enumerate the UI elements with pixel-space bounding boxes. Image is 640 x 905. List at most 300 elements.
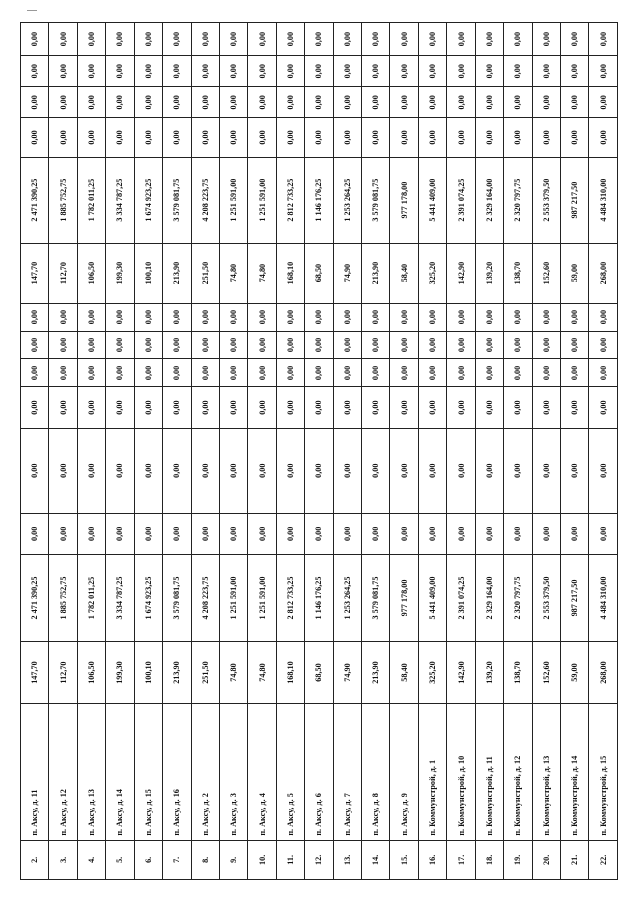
value-cell: 0,00 [362, 118, 390, 157]
row-number: 14. [362, 840, 390, 879]
value-cell: 0,00 [219, 387, 247, 428]
value-cell: 0,00 [276, 87, 304, 118]
value-cell: 0,00 [106, 56, 134, 87]
row-number: 22. [589, 840, 618, 879]
value-cell: 0,00 [77, 87, 105, 118]
value-cell: 0,00 [447, 387, 475, 428]
value-cell: 0,00 [362, 87, 390, 118]
value-cell: 0,00 [475, 331, 503, 359]
area-cell: 59,00 [561, 641, 589, 703]
table-row [134, 23, 162, 880]
value-cell: 0,00 [418, 387, 446, 428]
value-cell: 0,00 [106, 331, 134, 359]
value-cell: 0,00 [49, 303, 77, 331]
row-number: 12. [305, 840, 333, 879]
value-cell: 0,00 [362, 331, 390, 359]
total-cost-cell: 4 484 310,00 [589, 157, 618, 243]
total-cost-cell: 2 471 390,25 [21, 555, 49, 642]
value-cell: 0,00 [333, 513, 361, 554]
area-cell: 142,90 [447, 641, 475, 703]
row-number: 20. [532, 840, 560, 879]
table-row [21, 23, 49, 880]
area-cell: 74,80 [248, 641, 276, 703]
value-cell: 0,00 [191, 331, 219, 359]
table-row [362, 23, 390, 880]
value-cell: 0,00 [532, 428, 560, 513]
value-cell: 0,00 [305, 428, 333, 513]
value-cell: 0,00 [219, 118, 247, 157]
value-cell: 0,00 [561, 387, 589, 428]
row-number: 13. [333, 840, 361, 879]
area-cell: 147,70 [21, 243, 49, 303]
address-cell: п. Аксу, д. 8 [362, 704, 390, 841]
total-cost-cell: 1 253 264,25 [333, 157, 361, 243]
area-cell: 152,60 [532, 243, 560, 303]
total-cost-cell: 3 579 081,75 [163, 157, 191, 243]
total-cost-cell: 1 782 011,25 [77, 157, 105, 243]
value-cell: 0,00 [589, 428, 618, 513]
value-cell: 0,00 [305, 118, 333, 157]
value-cell: 0,00 [77, 513, 105, 554]
total-cost-cell: 2 471 390,25 [21, 157, 49, 243]
area-cell: 68,50 [305, 243, 333, 303]
value-cell: 0,00 [49, 359, 77, 387]
value-cell: 0,00 [561, 331, 589, 359]
area-cell: 142,90 [447, 243, 475, 303]
value-cell: 0,00 [191, 513, 219, 554]
value-cell: 0,00 [475, 387, 503, 428]
total-cost-cell: 1 146 176,25 [305, 555, 333, 642]
address-cell: п. Аксу, д. 7 [333, 704, 361, 841]
address-cell: п. Аксу, д. 6 [305, 704, 333, 841]
address-cell: п. Аксу, д. 2 [191, 704, 219, 841]
total-cost-cell: 1 885 752,75 [49, 555, 77, 642]
value-cell: 0,00 [219, 23, 247, 56]
area-cell: 199,30 [106, 243, 134, 303]
value-cell: 0,00 [589, 118, 618, 157]
value-cell: 0,00 [504, 56, 532, 87]
value-cell: 0,00 [276, 303, 304, 331]
area-cell: 74,80 [219, 641, 247, 703]
value-cell: 0,00 [504, 118, 532, 157]
value-cell: 0,00 [21, 428, 49, 513]
area-cell: 199,30 [106, 641, 134, 703]
value-cell: 0,00 [447, 331, 475, 359]
value-cell: 0,00 [219, 331, 247, 359]
table-row [333, 23, 361, 880]
value-cell: 0,00 [305, 87, 333, 118]
value-cell: 0,00 [504, 303, 532, 331]
value-cell: 0,00 [305, 303, 333, 331]
address-cell: п. Аксу, д. 11 [21, 704, 49, 841]
address-cell: п. Коммунстрой, д. 11 [475, 704, 503, 841]
value-cell: 0,00 [333, 118, 361, 157]
total-cost-cell: 1 251 591,00 [219, 157, 247, 243]
address-cell: п. Коммунстрой, д. 14 [561, 704, 589, 841]
area-cell: 325,20 [418, 243, 446, 303]
value-cell: 0,00 [134, 56, 162, 87]
value-cell: 0,00 [390, 87, 418, 118]
table-row [504, 23, 532, 880]
table-row [106, 23, 134, 880]
value-cell: 0,00 [77, 56, 105, 87]
table-row [418, 23, 446, 880]
value-cell: 0,00 [532, 359, 560, 387]
value-cell: 0,00 [106, 303, 134, 331]
value-cell: 0,00 [475, 56, 503, 87]
row-number: 18. [475, 840, 503, 879]
table-row [532, 23, 560, 880]
value-cell: 0,00 [21, 118, 49, 157]
value-cell: 0,00 [532, 118, 560, 157]
value-cell: 0,00 [475, 359, 503, 387]
address-cell: п. Коммунстрой, д. 12 [504, 704, 532, 841]
area-cell: 147,70 [21, 641, 49, 703]
value-cell: 0,00 [305, 331, 333, 359]
value-cell: 0,00 [333, 23, 361, 56]
total-cost-cell: 2 553 379,50 [532, 157, 560, 243]
value-cell: 0,00 [532, 303, 560, 331]
value-cell: 0,00 [362, 56, 390, 87]
total-cost-cell: 2 329 164,00 [475, 157, 503, 243]
value-cell: 0,00 [418, 359, 446, 387]
area-cell: 213,90 [163, 641, 191, 703]
value-cell: 0,00 [49, 23, 77, 56]
table-row [163, 23, 191, 880]
value-cell: 0,00 [49, 331, 77, 359]
total-cost-cell: 977 178,00 [390, 157, 418, 243]
area-cell: 74,80 [248, 243, 276, 303]
value-cell: 0,00 [418, 331, 446, 359]
table-row [248, 23, 276, 880]
value-cell: 0,00 [106, 387, 134, 428]
table-row [49, 23, 77, 880]
value-cell: 0,00 [134, 23, 162, 56]
row-number: 7. [163, 840, 191, 879]
area-cell: 74,80 [219, 243, 247, 303]
value-cell: 0,00 [134, 428, 162, 513]
value-cell: 0,00 [532, 387, 560, 428]
value-cell: 0,00 [248, 387, 276, 428]
value-cell: 0,00 [305, 359, 333, 387]
address-cell: п. Аксу, д. 12 [49, 704, 77, 841]
value-cell: 0,00 [163, 87, 191, 118]
value-cell: 0,00 [589, 87, 618, 118]
row-number: 2. [21, 840, 49, 879]
value-cell: 0,00 [276, 513, 304, 554]
value-cell: 0,00 [21, 513, 49, 554]
value-cell: 0,00 [390, 303, 418, 331]
value-cell: 0,00 [106, 87, 134, 118]
total-cost-cell: 5 441 409,00 [418, 157, 446, 243]
total-cost-cell: 987 217,50 [561, 555, 589, 642]
total-cost-cell: 1 674 923,25 [134, 157, 162, 243]
address-cell: п. Аксу, д. 13 [77, 704, 105, 841]
total-cost-cell: 5 441 409,00 [418, 555, 446, 642]
total-cost-cell: 2 391 074,25 [447, 157, 475, 243]
value-cell: 0,00 [418, 428, 446, 513]
area-cell: 59,00 [561, 243, 589, 303]
row-number: 17. [447, 840, 475, 879]
address-cell: п. Аксу, д. 16 [163, 704, 191, 841]
value-cell: 0,00 [362, 513, 390, 554]
value-cell: 0,00 [504, 331, 532, 359]
value-cell: 0,00 [191, 23, 219, 56]
area-cell: 112,70 [49, 243, 77, 303]
total-cost-cell: 2 320 797,75 [504, 157, 532, 243]
value-cell: 0,00 [134, 87, 162, 118]
total-cost-cell: 1 885 752,75 [49, 157, 77, 243]
area-cell: 106,50 [77, 641, 105, 703]
row-number: 16. [418, 840, 446, 879]
value-cell: 0,00 [305, 23, 333, 56]
table-row [475, 23, 503, 880]
value-cell: 0,00 [475, 87, 503, 118]
total-cost-cell: 3 334 787,25 [106, 555, 134, 642]
value-cell: 0,00 [589, 359, 618, 387]
value-cell: 0,00 [504, 23, 532, 56]
value-cell: 0,00 [219, 428, 247, 513]
rotated-table-frame [20, 22, 618, 880]
value-cell: 0,00 [561, 56, 589, 87]
value-cell: 0,00 [589, 513, 618, 554]
value-cell: 0,00 [49, 428, 77, 513]
table-row [305, 23, 333, 880]
total-cost-cell: 987 217,50 [561, 157, 589, 243]
row-number: 6. [134, 840, 162, 879]
value-cell: 0,00 [134, 359, 162, 387]
area-cell: 268,00 [589, 641, 618, 703]
value-cell: 0,00 [21, 387, 49, 428]
value-cell: 0,00 [504, 428, 532, 513]
total-cost-cell: 1 251 591,00 [219, 555, 247, 642]
total-cost-cell: 3 334 787,25 [106, 157, 134, 243]
table-row [390, 23, 418, 880]
value-cell: 0,00 [191, 87, 219, 118]
value-cell: 0,00 [475, 428, 503, 513]
total-cost-cell: 4 484 310,00 [589, 555, 618, 642]
value-cell: 0,00 [219, 303, 247, 331]
address-cell: п. Аксу, д. 14 [106, 704, 134, 841]
value-cell: 0,00 [21, 56, 49, 87]
total-cost-cell: 1 251 591,00 [248, 157, 276, 243]
value-cell: 0,00 [163, 359, 191, 387]
value-cell: 0,00 [276, 118, 304, 157]
value-cell: 0,00 [77, 303, 105, 331]
value-cell: 0,00 [134, 387, 162, 428]
value-cell: 0,00 [333, 87, 361, 118]
value-cell: 0,00 [447, 428, 475, 513]
address-cell: п. Коммунстрой, д. 10 [447, 704, 475, 841]
value-cell: 0,00 [77, 359, 105, 387]
value-cell: 0,00 [418, 303, 446, 331]
value-cell: 0,00 [276, 56, 304, 87]
area-cell: 138,70 [504, 641, 532, 703]
value-cell: 0,00 [219, 513, 247, 554]
value-cell: 0,00 [447, 359, 475, 387]
area-cell: 139,20 [475, 243, 503, 303]
value-cell: 0,00 [589, 56, 618, 87]
value-cell: 0,00 [77, 118, 105, 157]
table-row [447, 23, 475, 880]
value-cell: 0,00 [418, 87, 446, 118]
area-cell: 152,60 [532, 641, 560, 703]
value-cell: 0,00 [248, 303, 276, 331]
value-cell: 0,00 [21, 87, 49, 118]
area-cell: 213,90 [362, 641, 390, 703]
address-cell: п. Аксу, д. 15 [134, 704, 162, 841]
value-cell: 0,00 [504, 87, 532, 118]
row-number: 4. [77, 840, 105, 879]
value-cell: 0,00 [248, 87, 276, 118]
total-cost-cell: 3 579 081,75 [163, 555, 191, 642]
table-body [21, 23, 618, 880]
value-cell: 0,00 [106, 118, 134, 157]
value-cell: 0,00 [77, 331, 105, 359]
total-cost-cell: 2 812 733,25 [276, 555, 304, 642]
value-cell: 0,00 [447, 87, 475, 118]
total-cost-cell: 2 391 074,25 [447, 555, 475, 642]
value-cell: 0,00 [447, 513, 475, 554]
value-cell: 0,00 [305, 387, 333, 428]
value-cell: 0,00 [219, 87, 247, 118]
area-cell: 268,00 [589, 243, 618, 303]
value-cell: 0,00 [589, 303, 618, 331]
address-cell: п. Коммунстрой, д. 1 [418, 704, 446, 841]
total-cost-cell: 977 178,00 [390, 555, 418, 642]
value-cell: 0,00 [561, 23, 589, 56]
address-cell: п. Аксу, д. 3 [219, 704, 247, 841]
value-cell: 0,00 [333, 387, 361, 428]
value-cell: 0,00 [21, 303, 49, 331]
value-cell: 0,00 [21, 331, 49, 359]
total-cost-cell: 2 329 164,00 [475, 555, 503, 642]
value-cell: 0,00 [447, 23, 475, 56]
total-cost-cell: 4 208 223,75 [191, 555, 219, 642]
row-number: 15. [390, 840, 418, 879]
area-cell: 74,90 [333, 243, 361, 303]
total-cost-cell: 1 251 591,00 [248, 555, 276, 642]
value-cell: 0,00 [390, 428, 418, 513]
value-cell: 0,00 [532, 513, 560, 554]
value-cell: 0,00 [106, 513, 134, 554]
total-cost-cell: 2 320 797,75 [504, 555, 532, 642]
value-cell: 0,00 [191, 118, 219, 157]
value-cell: 0,00 [333, 359, 361, 387]
value-cell: 0,00 [418, 56, 446, 87]
scan-mark [27, 10, 37, 11]
value-cell: 0,00 [106, 359, 134, 387]
value-cell: 0,00 [163, 387, 191, 428]
value-cell: 0,00 [475, 118, 503, 157]
value-cell: 0,00 [248, 118, 276, 157]
total-cost-cell: 3 579 081,75 [362, 555, 390, 642]
total-cost-cell: 2 812 733,25 [276, 157, 304, 243]
value-cell: 0,00 [163, 513, 191, 554]
value-cell: 0,00 [333, 331, 361, 359]
value-cell: 0,00 [589, 331, 618, 359]
value-cell: 0,00 [561, 87, 589, 118]
value-cell: 0,00 [248, 23, 276, 56]
area-cell: 168,10 [276, 243, 304, 303]
value-cell: 0,00 [106, 428, 134, 513]
row-number: 11. [276, 840, 304, 879]
value-cell: 0,00 [333, 56, 361, 87]
value-cell: 0,00 [532, 56, 560, 87]
value-cell: 0,00 [390, 359, 418, 387]
total-cost-cell: 1 674 923,25 [134, 555, 162, 642]
value-cell: 0,00 [390, 331, 418, 359]
value-cell: 0,00 [305, 56, 333, 87]
value-cell: 0,00 [21, 23, 49, 56]
housing-cost-table [20, 22, 618, 880]
value-cell: 0,00 [561, 359, 589, 387]
value-cell: 0,00 [390, 513, 418, 554]
value-cell: 0,00 [163, 56, 191, 87]
value-cell: 0,00 [447, 118, 475, 157]
area-cell: 58,40 [390, 641, 418, 703]
value-cell: 0,00 [49, 87, 77, 118]
value-cell: 0,00 [248, 331, 276, 359]
area-cell: 106,50 [77, 243, 105, 303]
total-cost-cell: 1 253 264,25 [333, 555, 361, 642]
area-cell: 68,50 [305, 641, 333, 703]
area-cell: 251,50 [191, 243, 219, 303]
total-cost-cell: 1 782 011,25 [77, 555, 105, 642]
value-cell: 0,00 [77, 23, 105, 56]
value-cell: 0,00 [418, 513, 446, 554]
value-cell: 0,00 [589, 387, 618, 428]
row-number: 9. [219, 840, 247, 879]
row-number: 8. [191, 840, 219, 879]
value-cell: 0,00 [561, 513, 589, 554]
row-number: 5. [106, 840, 134, 879]
address-cell: п. Коммунстрой, д. 13 [532, 704, 560, 841]
value-cell: 0,00 [305, 513, 333, 554]
table-row [589, 23, 618, 880]
total-cost-cell: 2 553 379,50 [532, 555, 560, 642]
total-cost-cell: 4 208 223,75 [191, 157, 219, 243]
value-cell: 0,00 [475, 23, 503, 56]
row-number: 10. [248, 840, 276, 879]
row-number: 21. [561, 840, 589, 879]
value-cell: 0,00 [191, 359, 219, 387]
value-cell: 0,00 [504, 359, 532, 387]
row-number: 3. [49, 840, 77, 879]
value-cell: 0,00 [191, 303, 219, 331]
area-cell: 139,20 [475, 641, 503, 703]
area-cell: 100,10 [134, 641, 162, 703]
value-cell: 0,00 [362, 303, 390, 331]
value-cell: 0,00 [77, 387, 105, 428]
value-cell: 0,00 [390, 23, 418, 56]
row-number: 19. [504, 840, 532, 879]
value-cell: 0,00 [362, 23, 390, 56]
area-cell: 251,50 [191, 641, 219, 703]
value-cell: 0,00 [390, 118, 418, 157]
value-cell: 0,00 [134, 303, 162, 331]
value-cell: 0,00 [362, 359, 390, 387]
value-cell: 0,00 [532, 23, 560, 56]
value-cell: 0,00 [49, 513, 77, 554]
value-cell: 0,00 [276, 23, 304, 56]
value-cell: 0,00 [163, 118, 191, 157]
total-cost-cell: 3 579 081,75 [362, 157, 390, 243]
value-cell: 0,00 [248, 359, 276, 387]
value-cell: 0,00 [276, 331, 304, 359]
value-cell: 0,00 [418, 118, 446, 157]
value-cell: 0,00 [362, 428, 390, 513]
